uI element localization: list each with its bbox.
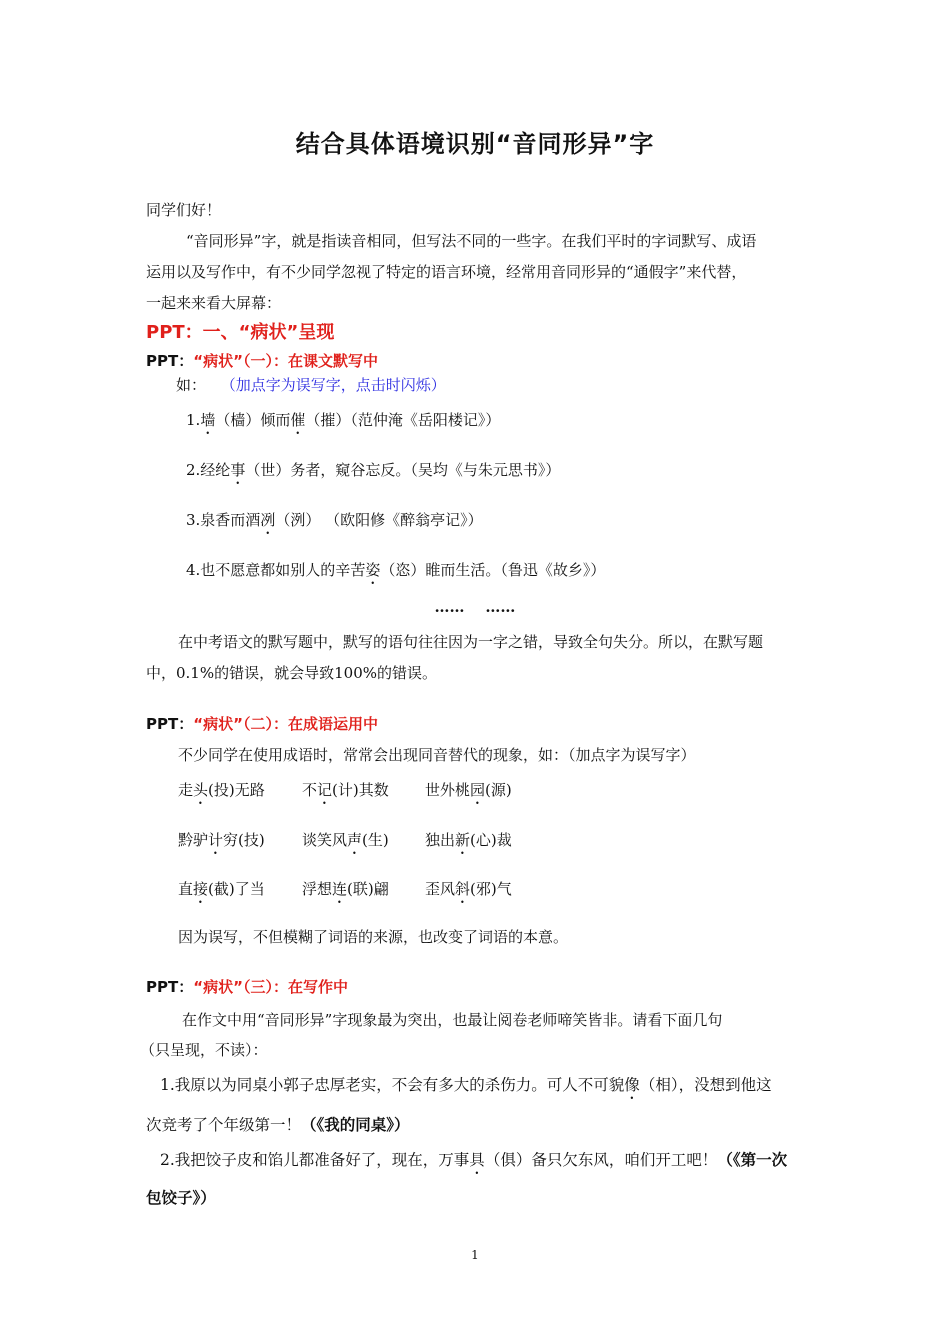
sub-heading-2 xyxy=(146,713,378,734)
example-note: （加点字为误写字，点击时闪烁） xyxy=(220,376,446,394)
sentence-source: （《我的同桌》） xyxy=(301,1115,410,1134)
recitation-item-2 xyxy=(186,460,560,488)
item-text: 1. xyxy=(186,411,201,429)
sentence-text: （俱）备只欠东风，咱们开工吧！ xyxy=(484,1151,718,1169)
error-char: 接 xyxy=(193,880,209,898)
sentence-text: 2.我把饺子皮和馅儿都准备好了，现在，万事 xyxy=(160,1151,470,1169)
idiom-text: 谈笑风 xyxy=(302,831,348,849)
section-heading-prefix: PPT： xyxy=(146,322,203,343)
idiom-text: 独出 xyxy=(425,831,456,849)
error-char: 连 xyxy=(332,880,348,898)
idiom-text: (截)了当 xyxy=(208,880,265,898)
writing-sentence-1-cont xyxy=(146,1115,410,1135)
idiom-text: (邪)气 xyxy=(470,880,512,898)
example-intro xyxy=(176,375,446,395)
error-char: 冽 xyxy=(260,511,276,529)
idiom-text: 穷(技) xyxy=(223,831,265,849)
ellipsis: …… …… xyxy=(434,598,516,616)
error-char: 姿 xyxy=(365,561,381,579)
error-char: 像 xyxy=(624,1076,640,1094)
sentence-source: （《第一次 xyxy=(717,1150,788,1169)
section-heading-text: 一、“病状”呈现 xyxy=(202,322,335,343)
idiom-text: 歪风 xyxy=(425,880,456,898)
intro-line-1: “音同形异”字，就是指读音相同，但写法不同的一些字。在我们平时的字词默写、成语 xyxy=(186,232,757,250)
idiom-intro: 不少同学在使用成语时，常常会出现同音替代的现象，如：（加点字为误写字） xyxy=(178,746,696,764)
intro-line-3: 一起来来看大屏幕： xyxy=(146,294,282,312)
idiom-item xyxy=(178,879,265,907)
error-char: 催 xyxy=(290,411,306,429)
page-title: 结合具体语境识别“音同形异”字 xyxy=(295,130,655,158)
sub-heading-label: “病状”（三）：在写作中 xyxy=(193,978,348,996)
sub-heading-label: “病状”（二）：在成语运用中 xyxy=(193,715,378,733)
error-char: 记 xyxy=(317,781,333,799)
idiom-text: 走 xyxy=(178,781,194,799)
writing-intro-line-2: （只呈现，不读）： xyxy=(140,1041,268,1059)
idiom-item xyxy=(302,830,389,858)
intro-line-2: 运用以及写作中，有不少同学忽视了特定的语言环境，经常用音同形异的“通假字”来代替， xyxy=(146,263,747,281)
sentence-text: 1.我原以为同桌小郭子忠厚老实，不会有多大的杀伤力。可人不可貌 xyxy=(160,1076,625,1094)
idiom-text: 黔驴 xyxy=(178,831,209,849)
item-text: （世）务者，窥谷忘反。（吴均《与朱元思书》） xyxy=(245,461,561,479)
sub-heading-prefix: PPT： xyxy=(146,715,194,733)
error-char: 计 xyxy=(208,831,224,849)
idiom-conclusion: 因为误写，不但模糊了词语的来源，也改变了词语的本意。 xyxy=(178,928,569,946)
recitation-para-line-2: 中，0.1%的错误，就会导致100%的错误。 xyxy=(146,664,437,682)
idiom-text: (联)翩 xyxy=(347,880,389,898)
idiom-text: 不 xyxy=(302,781,318,799)
idiom-item xyxy=(302,780,389,808)
sentence-text: 次竞考了个年级第一！ xyxy=(146,1116,302,1134)
item-text: （摧）（范仲淹《岳阳楼记》） xyxy=(305,411,501,429)
recitation-item-4 xyxy=(186,560,605,588)
sub-heading-1 xyxy=(146,350,378,371)
error-char: 墙 xyxy=(200,411,216,429)
section-heading-1 xyxy=(146,318,334,344)
idiom-item xyxy=(425,830,512,858)
sentence-text: （相），没想到他这 xyxy=(639,1076,772,1094)
error-char: 声 xyxy=(347,831,363,849)
writing-sentence-1 xyxy=(160,1075,772,1103)
item-text: 2.经纶 xyxy=(186,461,231,479)
error-char: 新 xyxy=(455,831,471,849)
idiom-item xyxy=(178,830,265,858)
idiom-text: 浮想 xyxy=(302,880,333,898)
idiom-item xyxy=(425,879,512,907)
sub-heading-prefix: PPT： xyxy=(146,352,194,370)
page-number: 1 xyxy=(471,1248,479,1262)
error-char: 具 xyxy=(469,1151,485,1169)
idiom-text: (心)裁 xyxy=(470,831,512,849)
idiom-item xyxy=(425,780,512,808)
error-char: 斜 xyxy=(455,880,471,898)
error-char: 园 xyxy=(470,781,486,799)
idiom-text: 直 xyxy=(178,880,194,898)
writing-sentence-2-source: 包饺子》） xyxy=(146,1188,216,1207)
item-text: （恣）睢而生活。（鲁迅《故乡》） xyxy=(380,561,606,579)
recitation-item-3 xyxy=(186,510,483,538)
idiom-text: (生) xyxy=(362,831,389,849)
recitation-para-line-1: 在中考语文的默写题中，默写的语句往往因为一字之错，导致全句失分。所以，在默写题 xyxy=(178,633,764,651)
error-char: 事 xyxy=(230,461,246,479)
writing-sentence-2 xyxy=(160,1150,787,1178)
item-text: （洌） （欧阳修《醉翁亭记》） xyxy=(275,511,483,529)
example-ru: 如： xyxy=(176,376,207,394)
writing-intro-line-1: 在作文中用“音同形异”字现象最为突出，也最让阅卷老师啼笑皆非。请看下面几句 xyxy=(182,1011,723,1029)
idiom-text: (源) xyxy=(485,781,512,799)
idiom-item xyxy=(302,879,389,907)
item-text: （樯）倾而 xyxy=(215,411,291,429)
idiom-text: (计)其数 xyxy=(332,781,389,799)
greeting: 同学们好！ xyxy=(146,201,222,219)
idiom-text: 世外桃 xyxy=(425,781,471,799)
idiom-item xyxy=(178,780,265,808)
item-text: 4.也不愿意都如别人的辛苦 xyxy=(186,561,366,579)
error-char: 头 xyxy=(193,781,209,799)
sub-heading-3 xyxy=(146,976,348,997)
item-text: 3.泉香而酒 xyxy=(186,511,261,529)
recitation-item-1 xyxy=(186,410,500,438)
sub-heading-prefix: PPT： xyxy=(146,978,194,996)
sub-heading-label: “病状”（一）：在课文默写中 xyxy=(193,352,378,370)
idiom-text: (投)无路 xyxy=(208,781,265,799)
